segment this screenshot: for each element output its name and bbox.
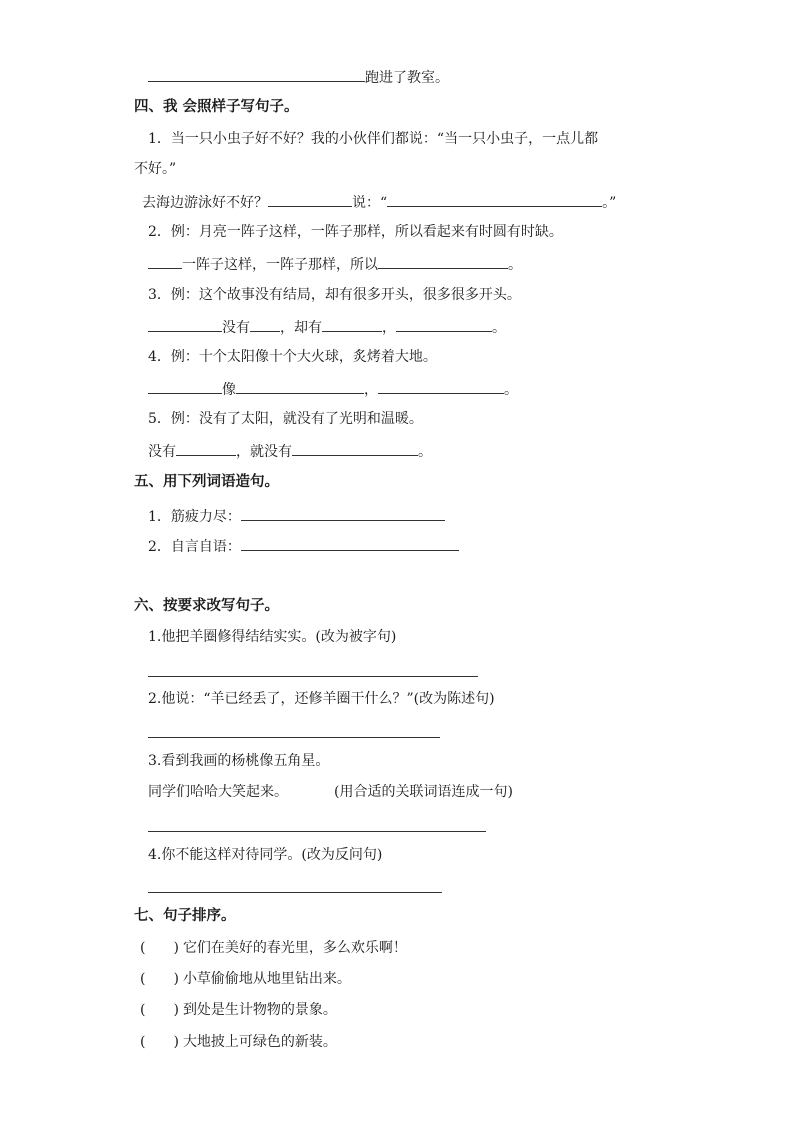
s4-q5-fill — [148, 440, 432, 462]
answer-blank[interactable] — [241, 505, 445, 521]
answer-blank[interactable] — [322, 316, 382, 332]
q3-instruction: (用合适的关联词语连成一句) — [334, 784, 513, 800]
answer-blank[interactable] — [176, 440, 236, 456]
answer-line[interactable] — [148, 831, 486, 832]
s4-q1-line1: 1．当一只小虫子好不好？我的小伙伴们都说：“当一只小虫子，一点儿都 — [148, 131, 599, 147]
q3-sentence: 同学们哈哈大笑起来。 — [148, 784, 288, 800]
s4-q1-line2: 不好。” — [134, 161, 177, 177]
answer-blank[interactable] — [378, 378, 504, 394]
section-7-title: 七、句子排序。 — [134, 908, 236, 924]
section-4-title: 四、我 会照样子写句子。 — [134, 99, 299, 115]
fill-text: ，就没有 — [236, 444, 292, 460]
s6-q2: 2.他说：“羊已经丢了，还修羊圈干什么？”(改为陈述句) — [148, 691, 495, 707]
s4-q1-fill — [142, 191, 616, 213]
fill-text: 。 — [508, 257, 522, 273]
fill-text: 像 — [222, 382, 236, 398]
top-fill-line — [148, 66, 449, 88]
fill-text: 说：“ — [352, 195, 388, 211]
fill-text: 。 — [418, 444, 432, 460]
fill-text: ， — [364, 382, 378, 398]
sentence: 小草偷偷地从地里钻出来。 — [182, 971, 351, 987]
order-bracket[interactable]: ( ) — [140, 940, 179, 956]
fill-text: 。” — [602, 195, 617, 211]
answer-blank[interactable] — [292, 440, 418, 456]
s4-q4-example: 4．例：十个太阳像十个大火球，炙烤着大地。 — [148, 349, 437, 365]
s4-q3-fill — [148, 316, 506, 338]
fill-prefix: 去海边游泳好不好？ — [142, 195, 268, 211]
section-5-title: 五、用下列词语造句。 — [134, 474, 279, 490]
answer-blank[interactable] — [236, 378, 364, 394]
order-bracket[interactable]: ( ) — [140, 971, 179, 987]
s6-q1: 1.他把羊圈修得结结实实。(改为被字句) — [148, 629, 397, 645]
s4-q5-example: 5．例：没有了太阳，就没有了光明和温暖。 — [148, 411, 423, 427]
s6-q3-line2 — [148, 782, 513, 802]
answer-blank[interactable] — [148, 378, 222, 394]
answer-blank[interactable] — [148, 66, 365, 82]
answer-blank[interactable] — [148, 253, 182, 269]
fill-text: ，却有 — [280, 320, 322, 336]
s4-q2-example: 2．例：月亮一阵子这样，一阵子那样，所以看起来有时圆有时缺。 — [148, 224, 563, 240]
fill-text: 。 — [504, 382, 518, 398]
top-line-tail: 跑进了教室。 — [365, 70, 449, 86]
item-label: 2．自言自语： — [148, 539, 241, 555]
fill-text: 。 — [492, 320, 506, 336]
item-label: 1．筋疲力尽： — [148, 509, 241, 525]
s5-item-1 — [148, 505, 445, 527]
s7-item-3 — [140, 1000, 337, 1020]
answer-blank[interactable] — [148, 316, 222, 332]
sentence: 它们在美好的春光里，多么欢乐啊！ — [182, 940, 407, 956]
s4-q4-fill — [148, 378, 518, 400]
s7-item-1 — [140, 938, 407, 958]
fill-text: ， — [382, 320, 396, 336]
answer-line[interactable] — [148, 892, 442, 893]
answer-line[interactable] — [148, 737, 440, 738]
answer-blank[interactable] — [268, 191, 352, 207]
s4-q2-fill — [148, 253, 522, 275]
answer-blank[interactable] — [387, 191, 602, 207]
s7-item-2 — [140, 969, 351, 989]
s7-item-4 — [140, 1032, 337, 1052]
order-bracket[interactable]: ( ) — [140, 1034, 179, 1050]
s6-q3-line1: 3.看到我画的杨桃像五角星。 — [148, 753, 330, 769]
sentence: 大地披上可绿色的新装。 — [182, 1034, 337, 1050]
section-6-title: 六、按要求改写句子。 — [134, 598, 279, 614]
sentence: 到处是生计物物的景象。 — [182, 1002, 337, 1018]
s5-item-2 — [148, 535, 459, 557]
answer-blank[interactable] — [396, 316, 492, 332]
s4-q3-example: 3．例：这个故事没有结局，却有很多开头，很多很多开头。 — [148, 287, 521, 303]
s6-q4: 4.你不能这样对待同学。(改为反问句) — [148, 847, 383, 863]
order-bracket[interactable]: ( ) — [140, 1002, 179, 1018]
fill-text: 没有 — [222, 320, 250, 336]
fill-text: 一阵子这样，一阵子那样，所以 — [182, 257, 378, 273]
answer-blank[interactable] — [250, 316, 280, 332]
answer-blank[interactable] — [378, 253, 508, 269]
answer-line[interactable] — [148, 676, 478, 677]
fill-text: 没有 — [148, 444, 176, 460]
answer-blank[interactable] — [241, 535, 459, 551]
